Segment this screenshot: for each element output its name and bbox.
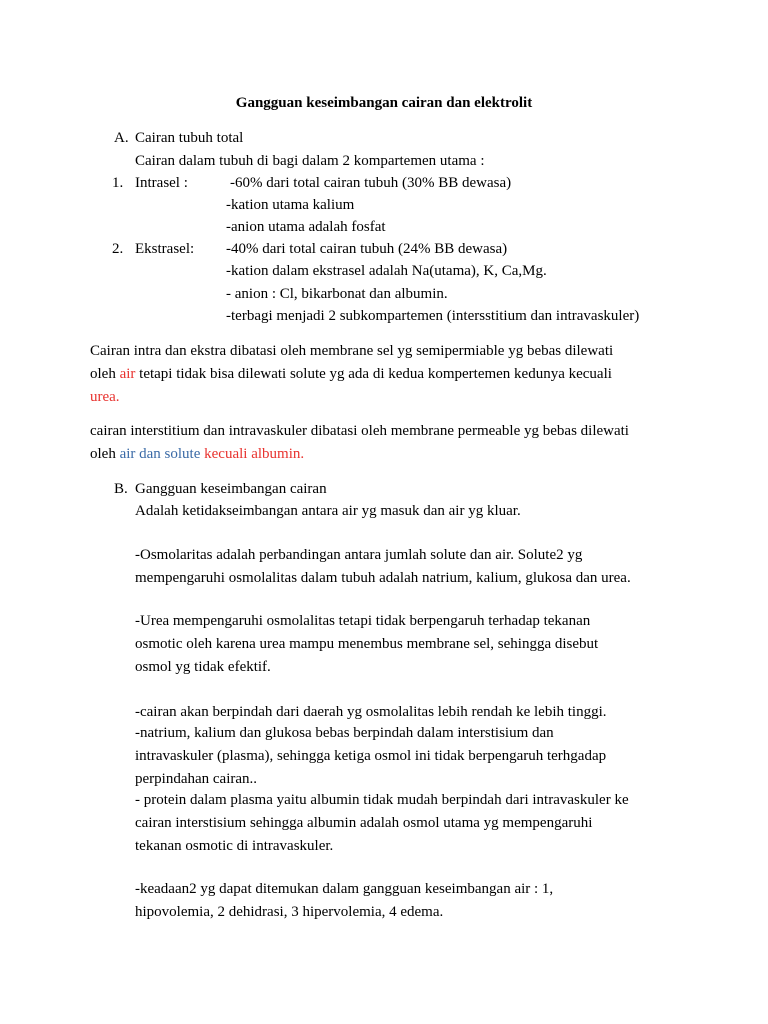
paragraph-1-line-1: Cairan intra dan ekstra dibatasi oleh membrane sel yg semipermiable yg bebas dilewati <box>90 343 614 359</box>
item-1-line-3: -anion utama adalah fosfat <box>226 219 386 235</box>
highlight-air: air <box>119 365 136 382</box>
urea-line-1: -Urea mempengaruhi osmolalitas tetapi tidak berpengaruh terhadap tekanan <box>135 613 591 629</box>
urea-line-2: osmotic oleh karena urea mampu menembus membrane sel, sehingga disebut <box>135 635 599 652</box>
natrium-line-1: -natrium, kalium dan glukosa bebas berpindah dalam interstisium dan <box>135 725 554 741</box>
document-title: Gangguan keseimbangan cairan dan elektrolit <box>235 95 533 111</box>
item-2-label: Ekstrasel: <box>135 241 195 257</box>
paragraph-1-line-2-start: oleh <box>90 365 116 382</box>
section-a-intro: Cairan dalam tubuh di bagi dalam 2 kompartemen utama : <box>135 153 485 169</box>
item-1-line-1: -60% dari total cairan tubuh (30% BB dewasa) <box>230 175 512 191</box>
item-1-line-2: -kation utama kalium <box>226 197 355 213</box>
item-2-line-1: -40% dari total cairan tubuh (24% BB dewasa) <box>226 241 508 257</box>
section-b-marker: B. <box>114 481 128 497</box>
keadaan-line-2: hipovolemia, 2 dehidrasi, 3 hipervolemia, 4 edema. <box>135 903 444 920</box>
protein-line-2: cairan interstisium sehingga albumin adalah osmol utama yg mempengaruhi <box>135 814 593 831</box>
paragraph-protein <box>135 789 678 857</box>
paragraph-urea <box>135 610 678 678</box>
natrium-line-3: perpindahan cairan.. <box>135 770 258 787</box>
protein-line-1: - protein dalam plasma yaitu albumin tidak mudah berpindah dari intravaskuler ke <box>135 792 629 808</box>
item-1-label: Intrasel : <box>135 175 188 191</box>
section-b-intro: Adalah ketidakseimbangan antara air yg masuk dan air yg kluar. <box>135 503 521 519</box>
highlight-kecuali-albumin: kecuali albumin. <box>204 445 305 462</box>
paragraph-2-line-2-start: oleh <box>90 445 116 462</box>
protein-line-3: tekanan osmotic di intravaskuler. <box>135 837 334 854</box>
item-2-number: 2. <box>112 241 124 257</box>
item-2-line-2: -kation dalam ekstrasel adalah Na(utama), K, Ca,Mg. <box>226 263 547 279</box>
section-a-marker: A. <box>114 130 129 146</box>
item-2-line-4: -terbagi menjadi 2 subkompartemen (intersstitium dan intravaskuler) <box>226 308 640 324</box>
urea-line-3: osmol yg tidak efektif. <box>135 658 271 675</box>
paragraph-1-line-2-rest: tetapi tidak bisa dilewati solute yg ada di kedua kompertemen kedunya kecuali <box>139 365 612 382</box>
paragraph-natrium <box>135 722 678 790</box>
section-a-heading: Cairan tubuh total <box>135 130 244 146</box>
paragraph-membrane-sel <box>90 340 678 408</box>
highlight-urea: urea. <box>90 388 120 405</box>
section-b-heading: Gangguan keseimbangan cairan <box>135 481 327 497</box>
item-1-number: 1. <box>112 175 124 191</box>
paragraph-osmolaritas <box>135 544 678 590</box>
cairan-berpindah-line: -cairan akan berpindah dari daerah yg osmolalitas lebih rendah ke lebih tinggi. <box>135 704 607 720</box>
highlight-air-dan-solute: air dan solute <box>119 445 201 462</box>
osmolaritas-line-2: mempengaruhi osmolalitas dalam tubuh adalah natrium, kalium, glukosa dan urea. <box>135 569 631 586</box>
keadaan-line-1: -keadaan2 yg dapat ditemukan dalam gangguan keseimbangan air : 1, <box>135 881 554 897</box>
paragraph-2-line-1: cairan interstitium dan intravaskuler dibatasi oleh membrane permeable yg bebas dilewati <box>90 423 629 439</box>
paragraph-membrane-permeable <box>90 420 678 466</box>
paragraph-keadaan <box>135 878 678 924</box>
natrium-line-2: intravaskuler (plasma), sehingga ketiga osmol ini tidak berpengaruh terhgadap <box>135 747 607 764</box>
item-2-line-3: - anion : Cl, bikarbonat dan albumin. <box>226 286 448 302</box>
osmolaritas-line-1: -Osmolaritas adalah perbandingan antara jumlah solute dan air. Solute2 yg <box>135 547 583 563</box>
